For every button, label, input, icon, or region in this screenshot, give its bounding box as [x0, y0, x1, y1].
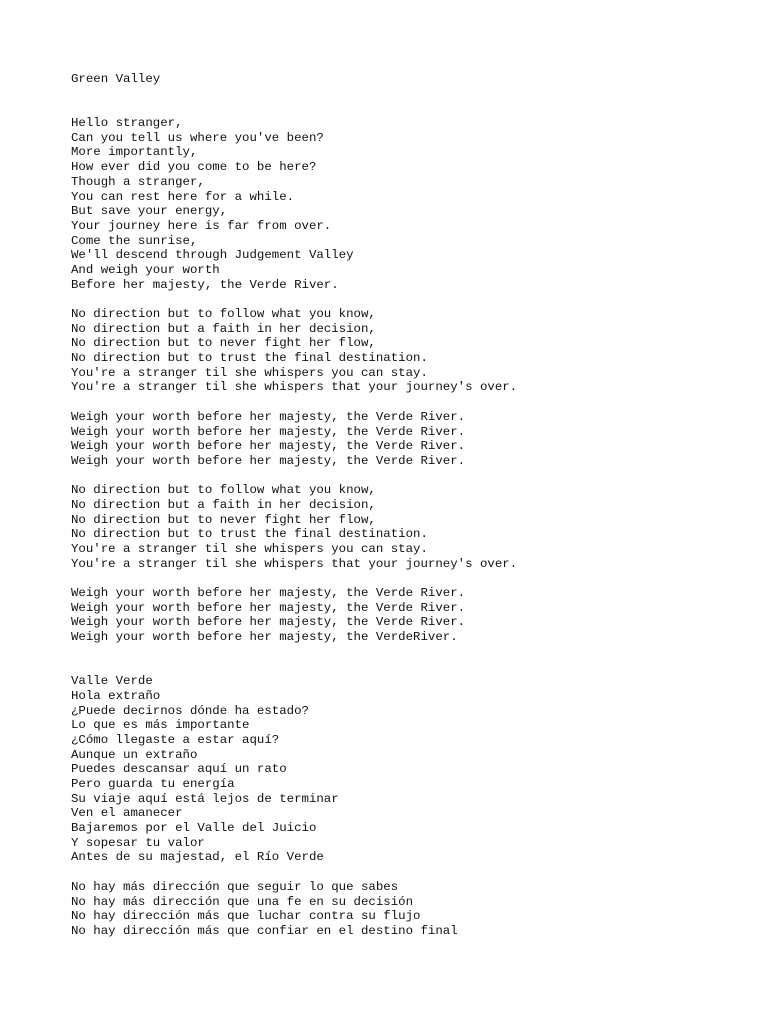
- english-lyric-line: Before her majesty, the Verde River.: [71, 277, 339, 292]
- english-lyric-line: But save your energy,: [71, 204, 228, 219]
- english-lyric-line: You're a stranger til she whispers you can stay.: [71, 542, 428, 557]
- english-lyric-line: Weigh your worth before her majesty, the Verde River.: [71, 615, 466, 630]
- spanish-stanza: [71, 880, 751, 939]
- english-lyric-line: Weigh your worth before her majesty, the Verde River.: [71, 586, 466, 601]
- english-lyric-line: Weigh your worth before her majesty, the Verde River.: [71, 453, 466, 468]
- spanish-lyric-line: Bajaremos por el Valle del Juicio: [71, 821, 317, 836]
- english-lyric-line: How ever did you come to be here?: [71, 160, 317, 175]
- english-lyric-line: You're a stranger til she whispers that your journey's over.: [71, 380, 518, 395]
- spanish-stanza: [71, 674, 751, 865]
- spanish-lyric-line: Y sopesar tu valor: [71, 835, 205, 850]
- spanish-lyric-line: No hay más dirección que seguir lo que sabes: [71, 879, 399, 894]
- english-lyric-line: No direction but to trust the final destination.: [71, 527, 428, 542]
- english-lyric-line: Weigh your worth before her majesty, the Verde River.: [71, 409, 466, 424]
- english-lyric-line: No direction but a faith in her decision,: [71, 321, 376, 336]
- english-lyric-line: No direction but to never fight her flow,: [71, 512, 376, 527]
- spanish-lyric-line: Antes de su majestad, el Río Verde: [71, 850, 324, 865]
- english-lyric-line: No direction but a faith in her decision,: [71, 497, 376, 512]
- spanish-lyric-line: ¿Puede decirnos dónde ha estado?: [71, 703, 309, 718]
- lyrics-document: [71, 72, 751, 939]
- english-lyric-line: Hello stranger,: [71, 116, 183, 131]
- english-lyric-line: You're a stranger til she whispers that your journey's over.: [71, 556, 518, 571]
- spacer: [71, 645, 751, 674]
- english-lyric-line: And weigh your worth: [71, 262, 220, 277]
- english-lyric-line: No direction but to trust the final destination.: [71, 351, 428, 366]
- spacer: [71, 87, 751, 116]
- english-lyric-line: We'll descend through Judgement Valley: [71, 248, 354, 263]
- english-lyric-line: No direction but to follow what you know,: [71, 307, 376, 322]
- english-lyric-line: Your journey here is far from over.: [71, 218, 332, 233]
- spanish-lyric-line: Puedes descansar aquí un rato: [71, 762, 287, 777]
- spanish-lyric-line: Pero guarda tu energía: [71, 777, 235, 792]
- english-lyric-line: Weigh your worth before her majesty, the Verde River.: [71, 424, 466, 439]
- english-lyric-line: Weigh your worth before her majesty, the Verde River.: [71, 600, 466, 615]
- english-lyric-line: Can you tell us where you've been?: [71, 130, 324, 145]
- spanish-lyric-line: Su viaje aquí está lejos de terminar: [71, 791, 339, 806]
- english-lyrics: [71, 116, 751, 645]
- spanish-lyric-line: Ven el amanecer: [71, 806, 183, 821]
- spanish-lyrics: [71, 674, 751, 938]
- english-lyric-line: Weigh your worth before her majesty, the VerdeRiver.: [71, 630, 458, 645]
- english-lyric-line: Come the sunrise,: [71, 233, 198, 248]
- english-lyric-line: No direction but to follow what you know,: [71, 483, 376, 498]
- english-stanza: [71, 307, 751, 395]
- spanish-lyric-line: No hay más dirección que una fe en su decisión: [71, 894, 414, 909]
- spanish-lyric-line: Valle Verde: [71, 674, 153, 689]
- spanish-lyric-line: Aunque un extraño: [71, 747, 198, 762]
- english-stanza: [71, 586, 751, 645]
- spanish-lyric-line: No hay dirección más que luchar contra su flujo: [71, 909, 421, 924]
- english-stanza: [71, 483, 751, 571]
- english-stanza: [71, 116, 751, 292]
- english-lyric-line: No direction but to never fight her flow,: [71, 336, 376, 351]
- spanish-lyric-line: Hola extraño: [71, 688, 161, 703]
- spanish-lyric-line: No hay dirección más que confiar en el destino final: [71, 923, 458, 938]
- english-lyric-line: You're a stranger til she whispers you can stay.: [71, 365, 428, 380]
- english-lyric-line: Weigh your worth before her majesty, the Verde River.: [71, 439, 466, 454]
- english-stanza: [71, 410, 751, 469]
- english-lyric-line: Though a stranger,: [71, 174, 205, 189]
- english-lyric-line: More importantly,: [71, 145, 198, 160]
- spanish-lyric-line: Lo que es más importante: [71, 718, 250, 733]
- english-lyric-line: You can rest here for a while.: [71, 189, 295, 204]
- spanish-lyric-line: ¿Cómo llegaste a estar aquí?: [71, 732, 280, 747]
- song-title: Green Valley: [71, 72, 161, 86]
